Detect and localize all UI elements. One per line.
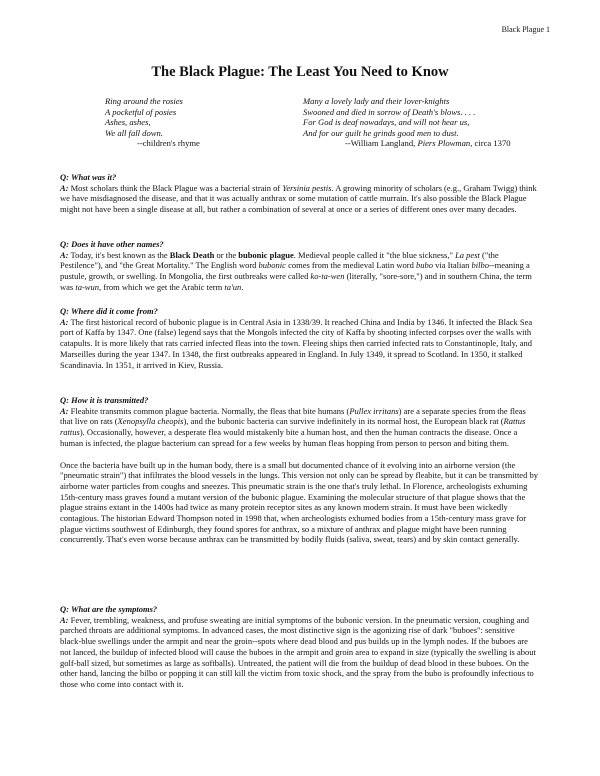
answer-label: A:	[60, 249, 69, 260]
poem-line: And for our guilt he grinds good men to dust.	[303, 127, 459, 138]
answer-text: , from which we get the Arabic term	[98, 281, 225, 292]
rhyme-line: Ashes, ashes,	[105, 117, 151, 128]
answer-text: . Medieval people called it "the blue sickness,"	[293, 249, 456, 260]
question-heading: Q: What are the symptoms?	[60, 604, 158, 614]
term-bubonic: bubonic	[258, 260, 286, 271]
answer-label: A:	[60, 614, 69, 625]
answer-text: Fleabite transmits common plague bacteria. Normally, the fleas that bite humans (	[68, 405, 350, 416]
question-heading: Q: What was it?	[60, 172, 117, 182]
poem-attribution	[303, 138, 573, 149]
answer-label: A:	[60, 405, 69, 416]
term-ta-wun: ta-wun	[75, 281, 99, 292]
question-heading: Q: Does it have other names?	[60, 239, 164, 249]
rhyme-line: Ring around the rosies	[105, 96, 183, 106]
rhyme-line: We all fall down.	[105, 127, 163, 138]
poem-line: Swooned and died in sorrow of Death's blows. . . .	[303, 106, 476, 117]
answer-paragraph	[60, 250, 538, 293]
answer-text: (literally, "sore-sore,") and in southern China, the term was	[60, 271, 532, 292]
answer-text: or the	[214, 249, 239, 260]
answer-paragraph	[60, 317, 538, 371]
answer-text: ("the Pestilence"), and "the Great Mortality." The English word	[60, 249, 499, 271]
answer-text: --meaning a pustule, growth, or swelling. In Mongolia, the first outbreaks were called	[60, 260, 530, 282]
answer-text: .	[241, 281, 244, 292]
attribution-work: Piers Plowman	[417, 138, 471, 149]
attribution-author: --William Langland,	[345, 138, 418, 149]
term-bubonic-plague: bubonic plague	[238, 249, 294, 260]
answer-paragraph	[60, 615, 538, 690]
answer-text: ). Occasionally, however, a desperate flea would mistakenly bite a human host, and then the human contracts the disease. Once a human is infected, the plague bacterium can spread for a few weeks by human fleas hopping from person to person and biting them.	[60, 427, 518, 448]
question-heading: Q: How it is transmitted?	[60, 395, 149, 405]
running-head: Black Plague 1	[501, 25, 550, 34]
species-name: Rattus rattus	[60, 416, 526, 438]
answer-paragraph	[60, 406, 538, 449]
answer-text: Fever, trembling, weakness, and profuse sweating are initial symptoms of the bubonic version. In the pneumatic version, coughing and parched throats are additional symptoms. In advanced cases, the most distinctive sign is the agonizing rise of dark "buboes": sensitive black-blue swellings under the armpit and near the groin--spots where dead blood and pus builds up in the lymph nodes. If the buboes are not lanced, the buildup of infected blood will cause the buboes in the armpit and groin area to expand in size (typically the swelling is about golf-ball sized, but sometimes as large as softballs). Untreated, the patient will die from the buildup of dead blood in these buboes. On the other hand, lancing the bilbo or popping it can still kill the victim from toxic shock, and the spray from the bubo is profoundly infectious to those who come into contact with it.	[60, 614, 536, 689]
document-title: The Black Plague: The Least You Need to Know	[151, 64, 449, 80]
term-bubo: bubo	[416, 260, 433, 271]
species-name: Pullex irritans	[349, 405, 399, 416]
poem-line: Many a lovely lady and their lover-knights	[303, 96, 450, 106]
rhyme-attribution: --children's rhyme	[137, 138, 200, 149]
answer-text: ), and the bubonic bacteria can survive indefinitely in its normal host, the European black rat (	[183, 416, 504, 427]
term-black-death: Black Death	[169, 249, 215, 260]
answer-text: Most scholars think the Black Plague was a bacterial strain of	[68, 182, 283, 193]
species-name: Yersinia pestis	[282, 182, 332, 193]
section-what-was-it	[60, 172, 538, 215]
section-symptoms	[60, 604, 538, 690]
term-ko-ta-wen: ko-ta-wen	[310, 271, 345, 282]
answer-label: A:	[60, 182, 69, 193]
section-origin	[60, 306, 538, 370]
answer-text: The first historical record of bubonic plague is in Central Asia in 1338/39. It reached China and India by 1346. It infected the Black Sea port of Kaffa by 1347. One (false) legend says that the Mongols infected the city of Kaffa by shooting infected corpses over the walls with catapults. It is more likely that rats carried infected fleas into the town. Fleeing ships then carried infected rats to Constantinople, Italy, and Marseilles during the year 1347. In 1348, the first outbreaks appeared in England. In July 1349, it spread to Scotland. In 1350, it stalked Scandinavia. In 1351, it arrived in Kiev, Russia.	[60, 316, 533, 370]
species-name: Xenopsylla cheopis	[117, 416, 184, 427]
term-ta-un: ta'un	[224, 281, 242, 292]
rhyme-line: A pocketful of posies	[105, 106, 177, 117]
poem-line: For God is deaf nowadays, and will not hear us,	[303, 117, 470, 128]
answer-paragraph	[60, 183, 538, 215]
question-heading: Q: Where did it come from?	[60, 306, 158, 316]
answer-paragraph-2: Once the bacteria have built up in the human body, there is a small but documented chance of it evolving into an airborne version (the "pneumatic strain") that infiltrates the blood vessels in the lungs. This version not only can be spread by fleabite, but it can be transmitted by airborne water particles from coughs and sneezes. This pneumatic strain is the one that's truly lethal. In Florence, archeologists exhuming 15th-century mass graves found a mutant version of the bubonic plague. Examining the molecular structure of that plague shows that the plague strains extant in the 1400s had twice as many protein receptor sites as any known modern strain. It must have been wickedly contagious. The historian Edward Thompson noted in 1998 that, when archeologists exhumed bodies from a 15th-century mass grave for plague victims southwest of Edinburgh, they found spores for anthrax, so a mixture of anthrax and plague might have been running concurrently. That's even worse because anthrax can be transmitted by bodily fluids (saliva, sweat, tears) and by skin contact generally.	[60, 459, 538, 545]
answer-text: . A growing minority of scholars (e.g., Graham Twigg) think we have misdiagnosed the disease, and that it was actually anthrax or some mutation of cattle murrain. It's also possible the Black Plague might not have been a single disease at all, but rather a combination of several at once or a series of different ones over many decades.	[60, 182, 537, 215]
section-transmission	[60, 395, 538, 545]
answer-text: Today, it's best known as the	[68, 249, 170, 260]
answer-text: comes from the medieval Latin word	[285, 260, 416, 271]
epigraph-langland	[303, 96, 573, 149]
answer-text: via Italian	[433, 260, 472, 271]
section-other-names	[60, 239, 538, 293]
epigraph-nursery-rhyme	[105, 96, 280, 149]
term-bilbo: bilbo	[471, 260, 489, 271]
term-la-pest: La pest	[455, 249, 480, 260]
answer-label: A:	[60, 316, 69, 327]
answer-text: ) are a separate species from the fleas that live on rats (	[60, 405, 526, 427]
attribution-date: , circa 1370	[470, 138, 511, 149]
